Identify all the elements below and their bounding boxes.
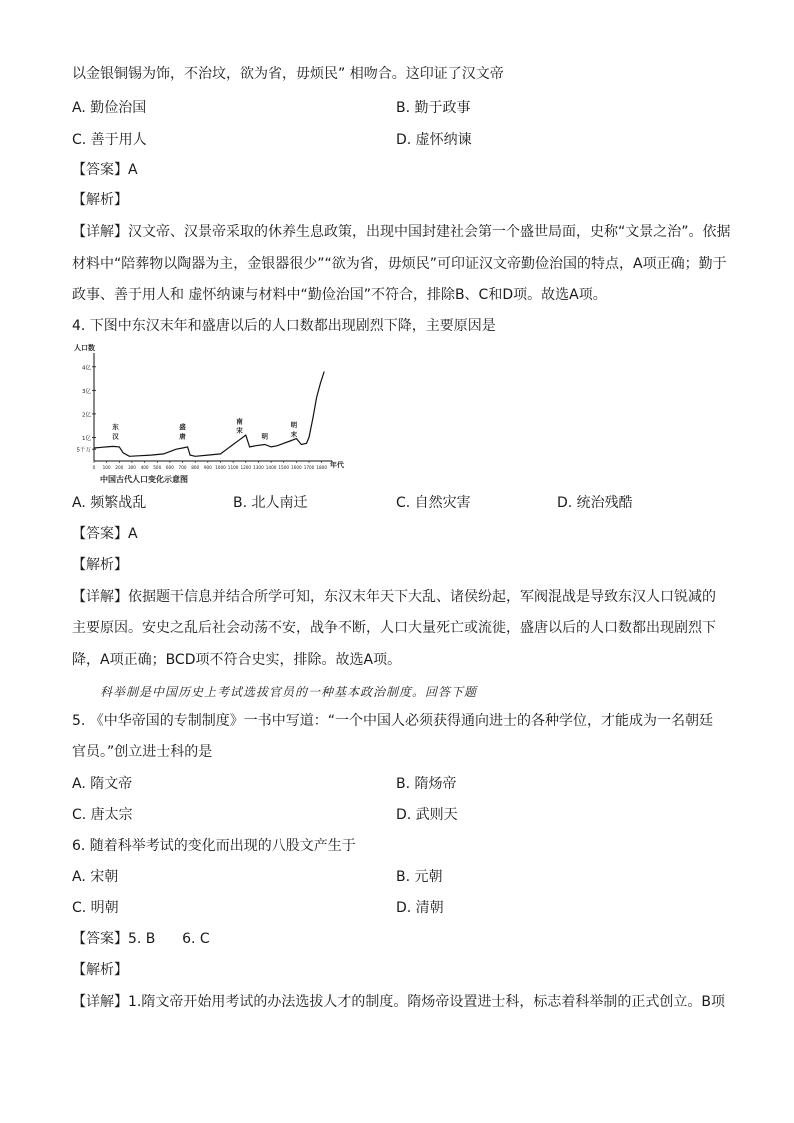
- x-tick-label: 900: [203, 465, 212, 470]
- x-tick-label: 200: [115, 465, 124, 470]
- x-tick-label: 1300: [253, 465, 264, 470]
- q4-detail-line-3: 降，A项正确；BCD项不符合史实，排除。故选A项。: [72, 652, 402, 668]
- q56-answer-line: [72, 929, 210, 949]
- q4-analysis-tag: 【解析】: [72, 557, 128, 573]
- chart-ylabel: 人口数: [74, 344, 95, 352]
- chart-annotations: [112, 416, 297, 440]
- q5-stem-line-2: 官员。”创立进士科的是: [72, 744, 213, 760]
- detail-tag: 【详解】: [72, 224, 128, 240]
- dynasty-annotation: 明: [261, 432, 269, 441]
- q3-detail-line-3: 政事、善于用人和 虚怀纳谏与材料中“勤俭治国”不符合，排除B、C和D项。故选A项。: [72, 287, 607, 303]
- x-tick-label: 1200: [240, 465, 252, 470]
- chart-ticks: [77, 363, 328, 470]
- q6-option-a: A. 宋朝: [72, 869, 119, 885]
- y-tick-label: 5千万: [76, 447, 91, 454]
- q4-detail-line-2: 主要原因。安史之乱后社会动荡不安，战争不断，人口大量死亡或流徙，盛唐以后的人口数都出现剧烈下: [72, 620, 716, 636]
- dynasty-annotation: 东: [112, 423, 119, 432]
- y-tick-label: 3亿: [82, 388, 91, 395]
- q4-option-a: A. 频繁战乱: [72, 495, 147, 511]
- q3-stem-tail: 以金银铜锡为饰，不治坟，欲为省，毋烦民” 相吻合。这印证了汉文帝: [72, 66, 504, 82]
- x-tick-label: 0: [92, 465, 96, 470]
- x-tick-label: 1500: [278, 465, 290, 470]
- q4-option-c: C. 自然灾害: [396, 495, 471, 511]
- q3-option-c: C. 善于用人: [72, 132, 147, 148]
- q5-option-c: C. 唐太宗: [72, 807, 133, 823]
- q3-option-b: B. 勤于政事: [396, 100, 471, 116]
- answer-value: 5. B 6. C: [128, 931, 210, 947]
- dynasty-annotation: 末: [290, 430, 298, 439]
- q4-answer-line: [72, 524, 138, 544]
- q6-option-b: B. 元朝: [396, 869, 443, 885]
- q3-analysis-tag: 【解析】: [72, 192, 128, 208]
- x-tick-label: 600: [165, 465, 174, 470]
- detail-tag: 【详解】: [72, 994, 128, 1010]
- q5-option-a: A. 隋文帝: [72, 776, 133, 792]
- q5-stem-line-1: 5. 《中华帝国的专制制度》一书中写道：“一个中国人必须获得通向进士的各种学位，才能成为一名朝廷: [72, 713, 714, 729]
- x-tick-label: 1600: [291, 465, 302, 470]
- x-tick-label: 1100: [227, 465, 239, 470]
- x-tick-label: 300: [127, 465, 136, 470]
- population-series-line: [94, 372, 324, 457]
- chart-xlabel: 年代: [330, 461, 344, 469]
- q56-detail-line-1: [72, 992, 725, 1012]
- chart-axes: [94, 353, 332, 461]
- answer-tag: 【答案】: [72, 526, 128, 542]
- x-tick-label: 700: [178, 465, 187, 470]
- x-tick-label: 400: [140, 465, 149, 470]
- detail-text: 汉文帝、汉景帝采取的休养生息政策，出现中国封建社会第一个盛世局面，史称“文景之治”。依据: [128, 224, 731, 240]
- q3-answer-line: [72, 160, 138, 180]
- dynasty-annotation: 宋: [236, 426, 243, 435]
- x-tick-label: 500: [153, 465, 162, 470]
- detail-text: 1.隋文帝开始用考试的办法选拔人才的制度。隋炀帝设置进士科，标志着科举制的正式创立。B项: [128, 994, 725, 1010]
- population-chart: [72, 341, 354, 487]
- q4-option-b: B. 北人南迁: [233, 495, 308, 511]
- x-tick-label: 1700: [303, 465, 315, 470]
- x-tick-label: 100: [102, 465, 111, 470]
- x-tick-label: 1000: [215, 465, 226, 470]
- answer-value: A: [128, 526, 138, 542]
- intro-note: 科举制是中国历史上考试选拔官员的一种基本政治制度。回答下题: [100, 685, 478, 699]
- answer-tag: 【答案】: [72, 162, 128, 178]
- x-tick-label: 1400: [265, 465, 277, 470]
- dynasty-annotation: 明: [290, 420, 298, 429]
- chart-title: 中国古代人口变化示意图: [100, 475, 188, 484]
- q3-detail-line-1: [72, 222, 731, 242]
- q4-detail-line-1: [72, 587, 716, 607]
- dynasty-annotation: 南: [236, 417, 243, 426]
- q6-stem: 6. 随着科举考试的变化而出现的八股文产生于: [72, 838, 356, 854]
- q5-option-b: B. 隋炀帝: [396, 776, 457, 792]
- y-tick-label: 4亿: [82, 365, 91, 372]
- q4-option-d: D. 统治残酷: [557, 495, 633, 511]
- q3-option-d: D. 虚怀纳谏: [396, 132, 472, 148]
- q3-option-a: A. 勤俭治国: [72, 100, 147, 116]
- y-tick-label: 2亿: [82, 412, 91, 419]
- answer-tag: 【答案】: [72, 931, 128, 947]
- dynasty-annotation: 汉: [112, 432, 119, 441]
- dynasty-annotation: 盛: [179, 423, 186, 432]
- answer-value: A: [128, 162, 138, 178]
- dynasty-annotation: 唐: [179, 432, 186, 441]
- detail-text: 依据题干信息并结合所学可知，东汉末年天下大乱、诸侯纷起，军阀混战是导致东汉人口锐减的: [128, 589, 716, 605]
- q3-detail-line-2: 材料中“陪葬物以陶器为主，金银器很少”“欲为省，毋烦民”可印证汉文帝勤俭治国的特点，A项正确；勤于: [72, 256, 727, 272]
- detail-tag: 【详解】: [72, 589, 128, 605]
- y-tick-label: 1亿: [82, 435, 91, 442]
- x-tick-label: 800: [191, 465, 200, 470]
- q56-analysis-tag: 【解析】: [72, 962, 128, 978]
- q6-option-d: D. 清朝: [396, 900, 444, 916]
- q5-option-d: D. 武则天: [396, 807, 458, 823]
- x-tick-label: 1800: [316, 465, 328, 470]
- q6-option-c: C. 明朝: [72, 900, 119, 916]
- q4-stem: 4. 下图中东汉末年和盛唐以后的人口数都出现剧烈下降，主要原因是: [72, 318, 496, 334]
